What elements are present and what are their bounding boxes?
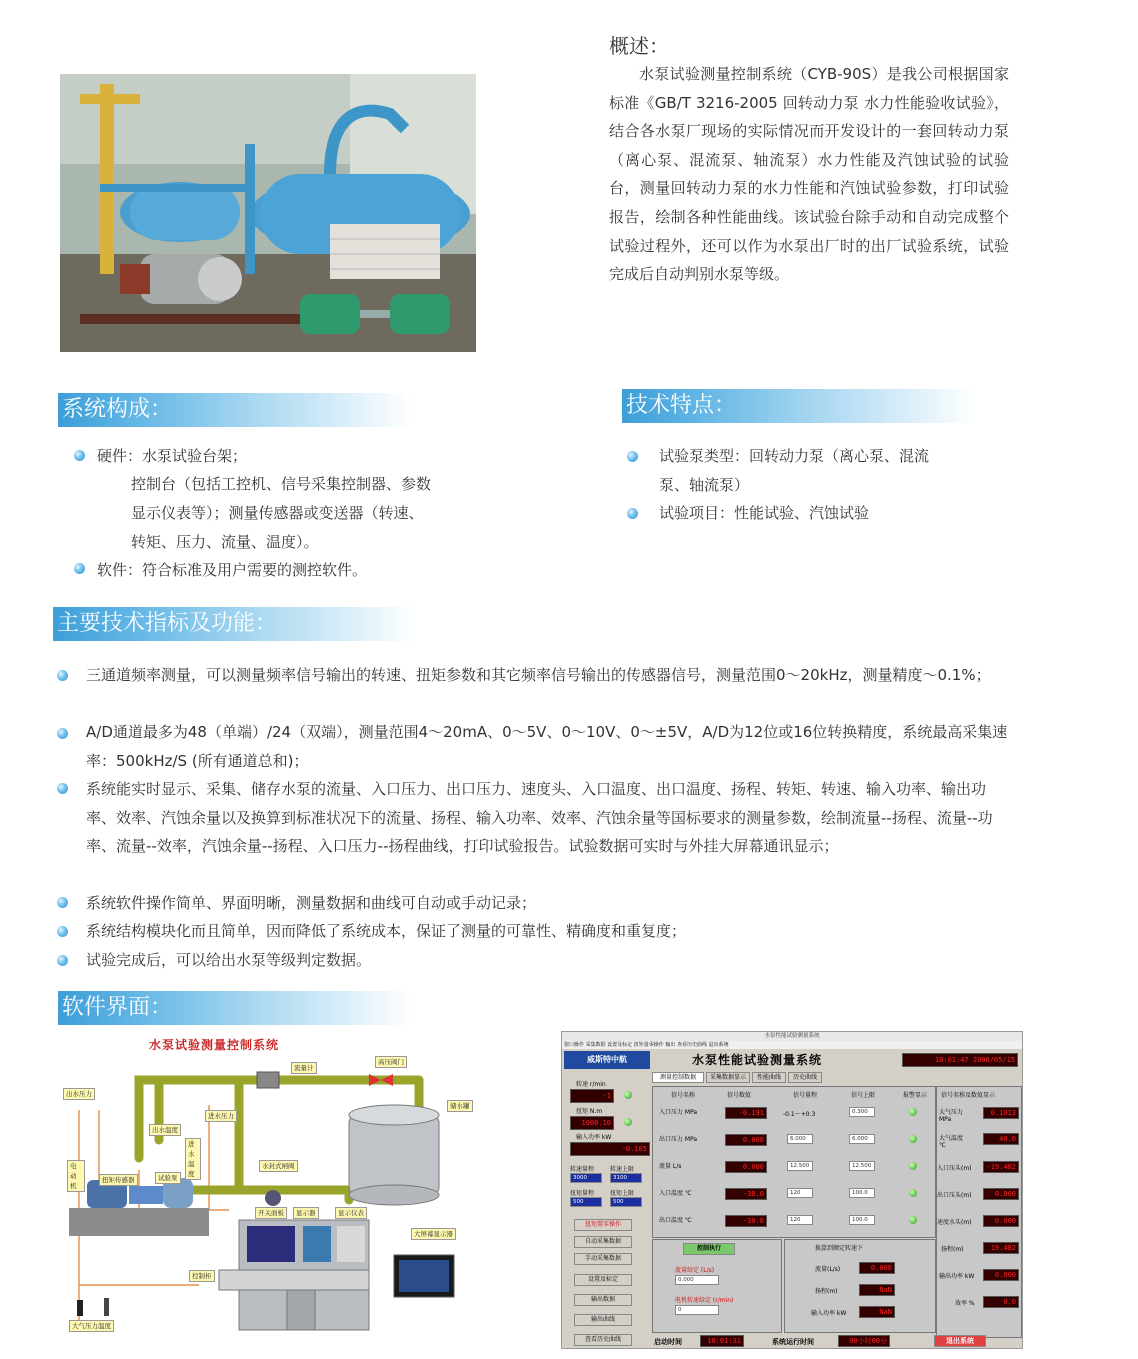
grid-row-range[interactable]: 6.000	[787, 1134, 813, 1144]
overview-body: 水泵试验测量控制系统（CYB-90S）是我公司根据国家标准《GB/T 3216-2005 回转动力泵 水力性能验收试验》，结合各水泵厂现场的实际情况而开发设计的一套回转动力泵（离心泵、混流泵、轴流泵）水力性能及汽蚀试验的试验台，测量回转动力泵的水力性能和汽蚀试验参数，打印试验报告，绘制各种性能曲线。该试验台除手动和自动完成整个试验过程外，还可以作为水泵出厂时的出厂试验系统，试验完成后自动判别水泵等级。	[609, 65, 1009, 284]
motor-speed-set-input[interactable]: 0	[675, 1305, 719, 1315]
convert-row-name: 输入功率 kW	[811, 1310, 847, 1317]
std-row-value: 0.1013	[983, 1107, 1019, 1119]
run-time-label: 系统运行时间	[772, 1338, 814, 1346]
window-titlebar	[562, 1032, 1022, 1041]
grid-row-upper[interactable]: 6.000	[849, 1134, 875, 1144]
label-storage-tank: 储水罐	[447, 1100, 473, 1112]
output-curve-button[interactable]: 输出曲线	[574, 1314, 632, 1326]
std-header: 信号名称及数值显示	[941, 1092, 996, 1099]
alarm-led	[909, 1189, 917, 1197]
std-row-name: 大气温度 ℃	[939, 1135, 964, 1149]
start-time-value: 18:01:31	[700, 1335, 744, 1347]
label-water-seal-valve: 水封式闸阀	[259, 1160, 298, 1172]
tab-performance-curve[interactable]: 性能曲线	[752, 1072, 786, 1083]
grid-row-upper[interactable]: 100.0	[849, 1215, 875, 1225]
grid-header-upper: 信号上限	[851, 1092, 876, 1099]
clock-display: 18:01:47 2008/05/15	[902, 1053, 1018, 1067]
system-software-line: 软件：符合标准及用户需要的测控软件。	[97, 561, 368, 579]
torque-upper-label: 扭矩上限	[610, 1190, 635, 1197]
bullet-icon	[57, 897, 68, 908]
std-row-name: 速度水头(m)	[937, 1219, 972, 1226]
output-data-button[interactable]: 输出数据	[574, 1294, 632, 1306]
torque-status-led	[624, 1118, 632, 1126]
system-hardware-line4: 转矩、压力、流量、温度）。	[131, 533, 319, 551]
speed-range-label: 转速量程	[570, 1166, 595, 1173]
grid-row-range[interactable]: 120	[787, 1188, 813, 1198]
bullet-icon	[57, 926, 68, 937]
torque-range-value[interactable]: 500	[570, 1197, 602, 1207]
features-item1-line2: 泵、轴流泵）	[659, 476, 750, 494]
grid-row-range[interactable]: 12.500	[787, 1161, 813, 1171]
pump-test-bench-illustration	[60, 74, 476, 352]
system-hardware-line2: 控制台（包括工控机、信号采集控制器、参数	[131, 475, 432, 493]
grid-row-name: 出口压力 MPa	[659, 1136, 698, 1143]
spec-item-6: 试验完成后，可以给出水泵等级判定数据。	[86, 951, 372, 969]
features-item2: 试验项目：性能试验、汽蚀试验	[659, 504, 870, 522]
std-row-value: 40.0	[983, 1133, 1019, 1145]
std-row-name: 扬程(m)	[941, 1246, 964, 1253]
torque-label: 扭矩 N.m	[576, 1108, 603, 1115]
label-display: 显示器	[293, 1207, 319, 1219]
spec-item-5: 系统结构模块化而且简单，因而降低了系统成本，保证了测量的可靠性、精确度和重复度；	[86, 922, 687, 940]
label-atm-pressure-temp: 大气压力温度	[69, 1320, 114, 1332]
motor-speed-set-label: 电机转速给定 (r/min)	[675, 1297, 734, 1304]
section-title-system: 系统构成：	[62, 397, 173, 422]
grid-row-name: 流量 L/s	[659, 1163, 682, 1170]
torque-zero-button[interactable]: 扭矩置零操作	[574, 1219, 632, 1231]
grid-header-name: 信号名称	[671, 1092, 696, 1099]
grid-row-value: -30.0	[725, 1215, 767, 1227]
history-curve-button[interactable]: 查看历史曲线	[574, 1334, 632, 1346]
alarm-led	[909, 1135, 917, 1143]
tab-history-curve[interactable]: 历史曲线	[788, 1072, 822, 1083]
label-outlet-temp: 出水温度	[149, 1124, 181, 1136]
section-title-features: 技术特点：	[626, 393, 737, 418]
spec-item-2: A/D通道最多为48（单端）/24（双端），测量范围4～20mA、0～5V、0～10V、0～±5V，A/D为12位或16位转换精度，系统最高采集速率：500kHz/S (所有通道总和)；	[86, 723, 1008, 770]
speed-label: 转速 r/min	[576, 1081, 606, 1088]
signal-grid	[652, 1086, 936, 1238]
std-row-value: 0.000	[983, 1269, 1019, 1281]
grid-header-alarm: 报警显示	[903, 1092, 928, 1099]
grid-header-range: 信号量程	[793, 1092, 818, 1099]
measurement-software-window	[561, 1031, 1023, 1349]
std-row-value: -19.482	[983, 1161, 1019, 1173]
grid-row-upper[interactable]: 100.0	[849, 1188, 875, 1198]
features-item1-line1: 试验泵类型：回转动力泵（离心泵、混流	[659, 447, 930, 465]
label-inlet-pressure: 进水压力	[205, 1110, 237, 1122]
grid-row-upper[interactable]: 0.300	[849, 1107, 875, 1117]
brand-name: 威斯特中航	[587, 1055, 627, 1064]
grid-row-value: -0.191	[725, 1107, 767, 1119]
spec-item-3: 系统能实时显示、采集、储存水泵的流量、入口压力、出口压力、速度头、入口温度、出口温度、扬程、转矩、转速、输入功率、输出功率、效率、汽蚀余量以及换算到标准状况下的流量、扬程、输入功率、效率、汽蚀余量等国标要求的测量参数，绘制流量--扬程、流量--功率、流量--效率，汽蚀余量--扬程、入口压力--扬程曲线，打印试验报告。试验数据可实时与外挂大屏幕通讯显示；	[86, 780, 993, 856]
system-hardware-line3: 显示仪表等）；测量传感器或变送器（转速、	[131, 504, 424, 522]
std-row-name: 效率 %	[955, 1300, 975, 1307]
grid-row-value: 0.000	[725, 1134, 767, 1146]
section-banner-system	[58, 393, 412, 427]
torque-value: 1000.10	[570, 1116, 614, 1130]
menu-bar[interactable]: 窗口操作 采集数据 设置及标定 扭矩量零操作 输出 查看历史曲线 退出系统	[562, 1041, 1023, 1049]
label-tested-pump: 试验泵	[155, 1172, 181, 1184]
grid-row-value: -30.0	[725, 1188, 767, 1200]
speed-upper-label: 转速上限	[610, 1166, 635, 1173]
section-banner-specs	[53, 607, 417, 641]
convert-row-value: NaN	[859, 1306, 895, 1318]
input-power-label: 输入功率 kW	[576, 1134, 612, 1141]
tab-control-data[interactable]: 测量控制数据	[652, 1072, 704, 1083]
converted-panel	[784, 1239, 936, 1333]
grid-row-value: 0.000	[725, 1161, 767, 1173]
label-big-screen: 大屏幕显示器	[411, 1228, 456, 1240]
speed-status-led	[624, 1091, 632, 1099]
bullet-icon	[627, 508, 638, 519]
grid-row-name: 出口温度 ℃	[659, 1217, 692, 1224]
spec-item-4: 系统软件操作简单、界面明晰，测量数据和曲线可自动或手动记录；	[86, 894, 537, 912]
pump-test-bench-photo	[60, 74, 476, 352]
start-time-label: 启动时间	[654, 1338, 682, 1346]
std-row-name: 大气压力 MPa	[939, 1109, 964, 1123]
std-row-value: 0.000	[983, 1188, 1019, 1200]
auto-collect-button[interactable]: 自动采集数据	[574, 1236, 632, 1248]
bullet-icon	[74, 563, 85, 574]
grid-row-upper[interactable]: 12.500	[849, 1161, 875, 1171]
alarm-led	[909, 1108, 917, 1116]
convert-header: 换算到额定转速下	[815, 1245, 864, 1252]
grid-row-name: 入口温度 ℃	[659, 1190, 692, 1197]
system-schematic	[59, 1030, 477, 1340]
speed-value: -1	[570, 1089, 614, 1103]
grid-header-value: 信号数值	[727, 1092, 752, 1099]
schematic-title: 水泵试验测量控制系统	[149, 1038, 280, 1052]
std-row-value: 0.0	[983, 1296, 1019, 1308]
std-row-name: 出口压头(m)	[937, 1192, 972, 1199]
bullet-icon	[57, 728, 68, 739]
convert-row-name: 流量(L/s)	[815, 1266, 841, 1273]
section-banner-software	[58, 991, 412, 1025]
manual-collect-button[interactable]: 手动采集数据	[574, 1253, 632, 1265]
torque-upper-value[interactable]: 500	[610, 1197, 642, 1207]
alarm-led	[909, 1162, 917, 1170]
label-display-meter: 显示仪表	[335, 1207, 367, 1219]
spec-item-1: 三通道频率测量，可以测量频率信号输出的转速、扭矩参数和其它频率信号输出的传感器信号，测量范围0～20kHz，测量精度～0.1%；	[86, 666, 991, 684]
bullet-icon	[627, 451, 638, 462]
convert-row-value: NaN	[859, 1284, 895, 1296]
input-power-value: -0.105	[570, 1142, 650, 1156]
torque-range-label: 扭矩量程	[570, 1190, 595, 1197]
flow-set-input[interactable]: 0.000	[675, 1275, 719, 1285]
std-row-value: 0.000	[983, 1215, 1019, 1227]
std-row-value: 19.482	[983, 1242, 1019, 1254]
convert-row-name: 扬程(m)	[815, 1288, 838, 1295]
section-banner-features	[622, 389, 976, 423]
std-row-name: 入口压头(m)	[937, 1165, 972, 1172]
label-control-cabinet: 控制柜	[189, 1270, 215, 1282]
grid-row-name: 入口压力 MPa	[659, 1109, 698, 1116]
bullet-icon	[57, 783, 68, 794]
tab-collected-data[interactable]: 采集数据显示	[706, 1072, 750, 1083]
section-title-software: 软件界面：	[62, 995, 173, 1020]
std-row-name: 输出功率 kW	[939, 1273, 975, 1280]
label-inlet-temp: 进水温度	[185, 1138, 201, 1180]
std-values-panel	[936, 1086, 1022, 1338]
tab-bar	[652, 1072, 822, 1083]
flow-set-label: 流量给定 (L/s)	[675, 1267, 715, 1274]
label-switch-panel: 开关面板	[255, 1207, 287, 1219]
grid-row-range: -0.1～+0.3	[783, 1111, 816, 1118]
convert-row-value: 0.000	[859, 1262, 895, 1274]
label-high-pressure-valve: 高压阀门	[375, 1056, 407, 1068]
system-hardware-line1: 硬件：水泵试验台架；	[97, 447, 248, 465]
settings-calibration-button[interactable]: 设置及标定	[574, 1274, 632, 1286]
brand-logo	[564, 1051, 650, 1069]
control-panel	[652, 1239, 782, 1333]
label-flowmeter: 流量计	[291, 1062, 317, 1074]
bullet-icon	[57, 670, 68, 681]
run-time-value: 00小时00分	[838, 1335, 890, 1347]
exit-system-button[interactable]: 退出系统	[934, 1335, 986, 1347]
alarm-led	[909, 1216, 917, 1224]
overview-title: 概述：	[609, 34, 669, 58]
window-title: 水泵性能试验测量系统	[764, 1033, 820, 1039]
grid-row-range[interactable]: 120	[787, 1215, 813, 1225]
label-torque-sensor: 扭矩传感器	[99, 1174, 138, 1186]
speed-upper-value[interactable]: 3100	[610, 1173, 642, 1183]
bullet-icon	[57, 955, 68, 966]
speed-range-value[interactable]: 3000	[570, 1173, 602, 1183]
bullet-icon	[74, 450, 85, 461]
label-outlet-pressure: 出水压力	[63, 1088, 95, 1100]
app-title: 水泵性能试验测量系统	[692, 1053, 823, 1067]
label-motor: 电动机	[67, 1160, 85, 1192]
section-title-specs: 主要技术指标及功能：	[57, 611, 278, 636]
control-exec-button[interactable]: 控制执行	[683, 1243, 735, 1255]
